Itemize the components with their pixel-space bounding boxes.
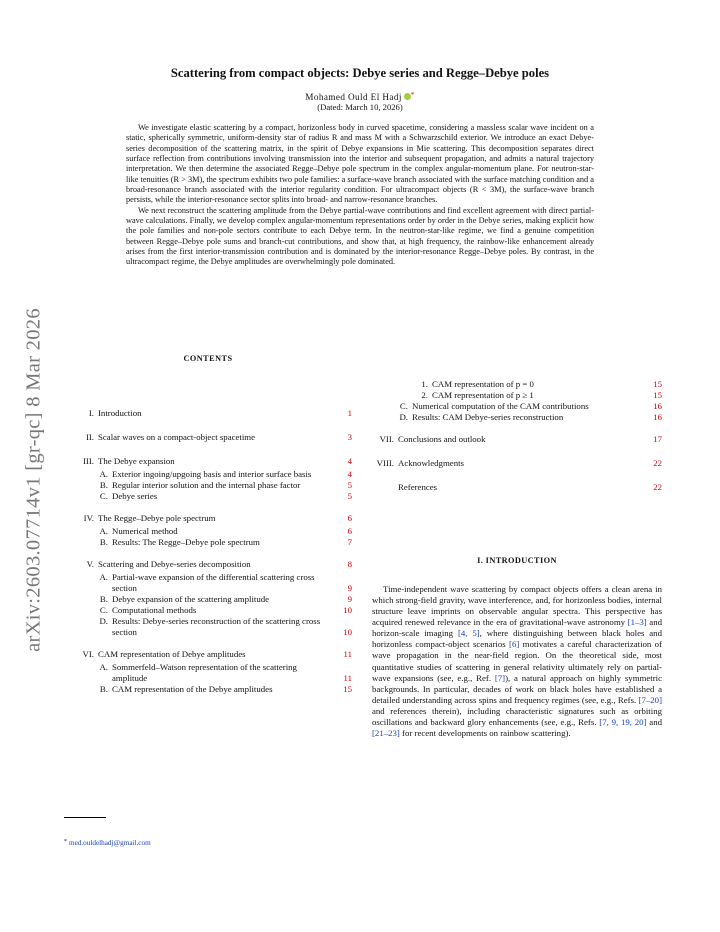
toc-entry-number: 2. [421,390,428,400]
abstract-paragraph-1: We investigate elastic scattering by a compact, horizonless body in curved spacetime, considering a massless scalar wave incident on a static, spherically symmetric, uniform-density star of radius R and mass M with a Schwarzschild exterior. We introduce an exact Debye-series decomposition of the scattering matrix, in the spirit of Debye expansions in Mie scattering. This decomposition separates direct surface reflection from contributions involving transmission into the interior and subsequent propagation, and admits a natural trajectory interpretation. We then determine the associated Regge–Debye pole spectrum in the complex angular-momentum plane. For neutron-star-like tenuities (R > 3M), the spectrum exhibits two pole families: a surface-wave branch associated with the surface matching condition and a broad-resonance branch associated with the interior regularity condition. For ultracompact objects (R < 3M), the surface-wave branch persists, while the interior-resonance sector splits into broad- and narrow-resonance branches. [126,123,594,205]
toc-entry-number: II. [85,432,94,442]
toc-gap [72,638,352,649]
toc-entry-title: Debye series [112,491,158,501]
toc-gap [72,548,352,559]
toc-entry-number: B. [99,684,108,694]
toc-entry-title: Results: The Regge–Debye pole spectrum [112,537,260,547]
intro-text: ), a natural approach on highly symmetric backgrounds. In particular, decades of work on black holes have established a detailed understanding across spins and frequency regimes (see, e.g., Refs. [372,672,662,705]
toc-entry-number: B. [99,594,108,604]
toc-entry-title: Partial-wave expansion of the differential scattering cross section [112,572,315,593]
toc-entry-page-link[interactable]: 9 [347,583,352,593]
citation-link[interactable]: [4, 5] [457,628,480,639]
toc-entry-title: Results: CAM Debye-series reconstruction [412,412,564,422]
toc-entry[interactable] [72,432,352,443]
toc-entry-page-link[interactable]: 4 [347,456,352,466]
toc-gap [72,502,352,513]
toc-entry-page-link[interactable]: 15 [653,379,662,389]
toc-entry-number: A. [99,572,108,582]
toc-entry-title: CAM representation of the Debye amplitudes [112,684,273,694]
toc-entry-title: Numerical method [112,526,178,536]
toc-right-column [372,379,662,495]
toc-entry-page-link[interactable]: 8 [347,559,352,569]
toc-entry-page-link[interactable]: 11 [343,673,352,683]
toc-entry-page-link[interactable]: 9 [347,594,352,604]
toc-entry-title: References [398,482,438,492]
toc-entry-number: C. [99,491,108,501]
intro-text: for recent developments on rainbow scattering). [399,728,571,739]
intro-text: motivates a careful characterization of wave propagation in the near-field region. On the theoretical side, most quantitative studies of scattering in general relativity ultimately rely on partial-wave expansions (see, e.g., Ref. [372,639,662,683]
toc-entry-page-link[interactable]: 22 [653,482,662,492]
toc-entry[interactable] [72,537,352,548]
toc-entry[interactable] [372,401,662,412]
introduction-paragraph [372,584,662,739]
toc-entry-page-link[interactable]: 15 [343,684,352,694]
toc-entry-title: Acknowledgments [398,458,464,468]
toc-entry-title: Scalar waves on a compact-object spacetime [98,432,256,442]
toc-entry[interactable] [372,412,662,423]
toc-entry[interactable] [72,649,352,660]
paper-title: Scattering from compact objects: Debye series and Regge–Debye poles [170,66,550,80]
toc-gap [72,421,352,432]
toc-entry-page-link[interactable]: 10 [343,627,352,637]
toc-entry[interactable] [72,480,352,491]
footnote-mark: * [64,839,67,845]
toc-entry-title: Conclusions and outlook [398,434,486,444]
toc-entry-page-link[interactable]: 6 [347,513,352,523]
arxiv-side-identifier [14,300,54,660]
citation-link[interactable]: [6] [509,639,520,650]
toc-entry-title: Introduction [98,408,142,418]
toc-entry-page-link[interactable]: 3 [347,432,352,442]
toc-entry[interactable] [72,469,352,480]
toc-entry-number: I. [88,408,94,418]
toc-entry-title: Numerical computation of the CAM contributions [412,401,589,411]
citation-link[interactable]: [1–3] [627,617,647,628]
footnote-rule [64,817,106,818]
author-email-link[interactable]: med.ouldelhadj@gmail.com [69,839,151,847]
footnote [64,839,151,847]
toc-entry-number: B. [99,537,108,547]
toc-entry[interactable] [372,379,662,390]
citation-link[interactable]: [7–20] [638,694,662,705]
author-footnote-mark[interactable]: * [410,91,415,99]
toc-entry[interactable] [72,605,352,616]
toc-entry-number: C. [99,605,108,615]
toc-entry[interactable] [72,408,352,419]
toc-entry[interactable] [72,559,352,570]
toc-entry[interactable] [72,572,352,594]
intro-text: , where distinguishing between black holes and horizonless compact-object scenarios [372,628,662,650]
toc-entry-title: Exterior ingoing/upgoing basis and interior surface basis [112,469,312,479]
abstract-paragraph-2: We next reconstruct the scattering amplitude from the Debye partial-wave contributions and find excellent agreement with direct partial-wave calculations. Finally, we develop complex angular-momentum representations order by order in the Debye series, making explicit how the pole families and non-pole sectors contribute to each Debye term. In the neutron-star-like regime, we find a genuine competition between Regge–Debye pole sums and branch-cut contributions, and show that, at high frequency, the rainbow-like enhancement already arises from the first interior-transmission contribution and is dominated by the interior-resonance Regge–Debye poles. By contrast, in the ultracompact regime, the Debye amplitudes are overwhelmingly pole dominated. [126,205,594,267]
toc-entry-title: CAM representation of p ≥ 1 [432,390,534,400]
toc-entry[interactable] [72,684,352,695]
toc-entry-title: The Regge–Debye pole spectrum [98,513,216,523]
author-line [60,91,660,102]
toc-entry-title: Scattering and Debye-series decomposition [98,559,251,569]
toc-entry[interactable] [72,456,352,467]
intro-text: and [646,716,662,727]
toc-entry[interactable] [72,513,352,524]
toc-entry[interactable] [72,526,352,537]
toc-entry-number [372,482,398,493]
arxiv-identifier-text: arXiv:2603.07714v1 [gr-qc] 8 Mar 2026 [22,308,45,652]
toc-entry[interactable] [372,458,662,469]
toc-gap [72,445,352,456]
section-heading-introduction: I. INTRODUCTION [477,556,557,565]
intro-text: and horizon-scale imaging [372,617,662,639]
toc-entry-number: V. [86,559,94,569]
toc-entry-number: IV. [83,513,94,523]
author-name[interactable]: Mohamed Ould El Hadj [305,92,402,102]
toc-entry-number: D. [399,412,408,422]
toc-entry-title: CAM representation of Debye amplitudes [98,649,246,659]
citation-link[interactable]: [7] [494,672,506,683]
toc-entry[interactable] [372,434,662,445]
toc-entry-page-link[interactable]: 6 [347,526,352,536]
dated-line: (Dated: March 10, 2026) [317,102,403,112]
citation-link[interactable]: [21–23] [372,728,400,739]
toc-gap [372,471,662,482]
toc-entry[interactable] [372,482,662,493]
toc-entry-title: The Debye expansion [98,456,175,466]
toc-gap [372,447,662,458]
toc-entry-page-link[interactable]: 15 [653,390,662,400]
toc-entry[interactable] [72,594,352,605]
toc-entry-number: VIII. [376,458,394,468]
toc-entry[interactable] [72,616,352,638]
toc-entry[interactable] [372,390,662,401]
toc-entry-number: B. [99,480,108,490]
toc-entry-page-link[interactable]: 10 [343,605,352,615]
toc-entry-page-link[interactable]: 11 [343,649,352,659]
toc-entry-title: CAM representation of p = 0 [432,379,534,389]
toc-entry-page-link[interactable]: 17 [653,434,662,444]
toc-entry-page-link[interactable]: 16 [653,412,662,422]
toc-entry-title: Regular interior solution and the internal phase factor [112,480,301,490]
toc-entry-title: Computational methods [112,605,197,615]
intro-text: and references therein), including characteristic signatures such as orbiting oscillations and backward glory enhancements (see, e.g., Refs. [372,705,662,727]
toc-entry-page-link[interactable]: 16 [653,401,662,411]
toc-entry-page-link[interactable]: 5 [347,480,352,490]
toc-entry-number: C. [399,401,408,411]
toc-entry-number: A. [99,662,108,672]
toc-entry-number: A. [99,469,108,479]
toc-entry-page-link[interactable]: 7 [347,537,352,547]
toc-gap [372,423,662,434]
toc-entry-title: Results: Debye-series reconstruction of the scattering cross section [112,616,321,637]
toc-entry-number: VI. [82,649,94,659]
orcid-icon[interactable] [404,93,411,100]
toc-entry[interactable] [72,662,352,684]
toc-entry-number: A. [99,526,108,536]
toc-entry-title: Debye expansion of the scattering amplitude [112,594,270,604]
toc-entry-number: III. [83,456,94,466]
toc-entry-number: 1. [421,379,428,389]
toc-entry-number: D. [99,616,108,626]
abstract [126,123,594,268]
contents-heading: CONTENTS [183,354,233,363]
citation-link[interactable]: [7, 9, 19, 20] [599,716,647,727]
toc-entry-number: VII. [379,434,394,444]
toc-entry-title: Sommerfeld–Watson representation of the scattering amplitude [112,662,297,683]
intro-text: Time-independent wave scattering by compact objects offers a clean arena in which strong-field gravity, wave interference, and, for horizonless bodies, internal structure leave imprints on observable angular spectra. This perspective has acquired renewed relevance in the era of gravitational-wave astronomy [372,584,662,628]
toc-entry-page-link[interactable]: 4 [347,469,352,479]
toc-entry-page-link[interactable]: 22 [653,458,662,468]
toc-entry[interactable] [72,491,352,502]
toc-entry-page-link[interactable]: 5 [347,491,352,501]
toc-left-column [72,408,352,695]
toc-entry-page-link[interactable]: 1 [347,408,352,418]
